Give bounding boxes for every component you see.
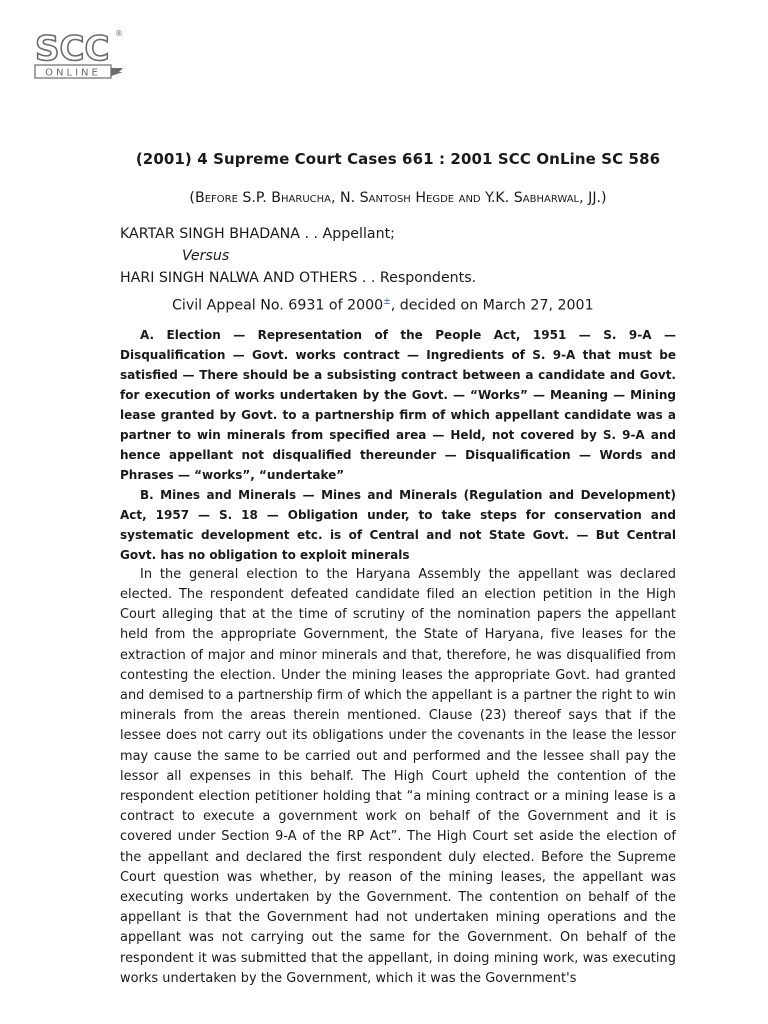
appeal-line <box>120 291 676 317</box>
versus-line: Versus <box>182 248 230 264</box>
logo-registered-mark: ® <box>115 29 123 38</box>
body-paragraph: In the general election to the Haryana Assembly the appellant was declared elected. The respondent defeated candidate filed an election petition in the High Court alleging that at the time of scrutiny of the nomination papers the appellant held from the appropriate Government, the State of Haryana, five leases for the extraction of major and minor minerals and that, therefore, he was disqualified from contesting the election. Under the mining leases the appropriate Govt. had granted and demised to a partnership firm of which the appellant is a partner the right to win minerals from the areas therein mentioned. Clause (23) thereof says that if the lessee does not carry out its obligations under the covenants in the lease the lessor may cause the same to be carried out and performed and the lessee shall pay the lessor all expenses in this behalf. The High Court upheld the contention of the respondent election petitioner holding that “a mining contract or a mining lease is a contract to execute a government work on behalf of the Government and it is covered under Section 9-A of the RP Act”. The High Court set aside the election of the appellant and declared the first respondent duly elected. Before the Supreme Court question was whether, by reason of the mining leases, the appellant was executing works undertaken by the Government. The contention on behalf of the appellant is that the Government had not undertaken mining operations and the appellant was not carrying out the same for the Government. On behalf of the respondent it was submitted that the appellant, in doing mining work, was executing works undertaken by the Government, which it was the Government's <box>120 566 676 986</box>
footnote-link[interactable]: ± <box>383 297 391 307</box>
headnote-a: A. Election — Representation of the People Act, 1951 — S. 9-A — Disqualification — Govt. works contract — Ingredients of S. 9-A that must be satisfied — There should be a subsisting contract between a candidate and Govt. for execution of works undertaken by the Govt. — “Works” — Meaning — Mining lease granted by Govt. to a partnership firm of which appellant candidate was a partner to win minerals from specified area — Held, not covered by S. 9-A and hence appellant not disqualified thereunder — Disqualification — Words and Phrases — “works”, “undertake” <box>120 327 676 482</box>
respondents-line: HARI SINGH NALWA AND OTHERS . . Respondents. <box>120 270 477 286</box>
scc-online-logo <box>33 28 129 80</box>
citation-title: (2001) 4 Supreme Court Cases 661 : 2001 SCC OnLine SC 586 <box>135 150 661 168</box>
headnote-b: B. Mines and Minerals — Mines and Minerals (Regulation and Development) Act, 1957 — S. 18 — Obligation under, to take steps for conservation and systematic development etc. is of Central and not State Govt. — But Central Govt. has no obligation to exploit minerals <box>120 487 676 562</box>
bench-line <box>120 190 676 206</box>
bench-open-paren: ( <box>189 190 195 206</box>
bench-close-paren: ) <box>601 190 607 206</box>
logo-main-text: SCC <box>35 29 110 69</box>
bench-judges: S.P. Bharucha, N. Santosh Hegde and Y.K. Sabharwal, JJ. <box>242 190 602 206</box>
appeal-decided-date: , decided on March 27, 2001 <box>390 297 594 314</box>
document-page <box>120 150 676 989</box>
appellant-line: KARTAR SINGH BHADANA . . Appellant; <box>120 226 395 242</box>
appeal-case-number: Civil Appeal No. 6931 of 2000 <box>172 297 384 314</box>
logo-sub-text: ONLINE <box>45 67 101 79</box>
bench-prefix: Before <box>194 190 243 206</box>
